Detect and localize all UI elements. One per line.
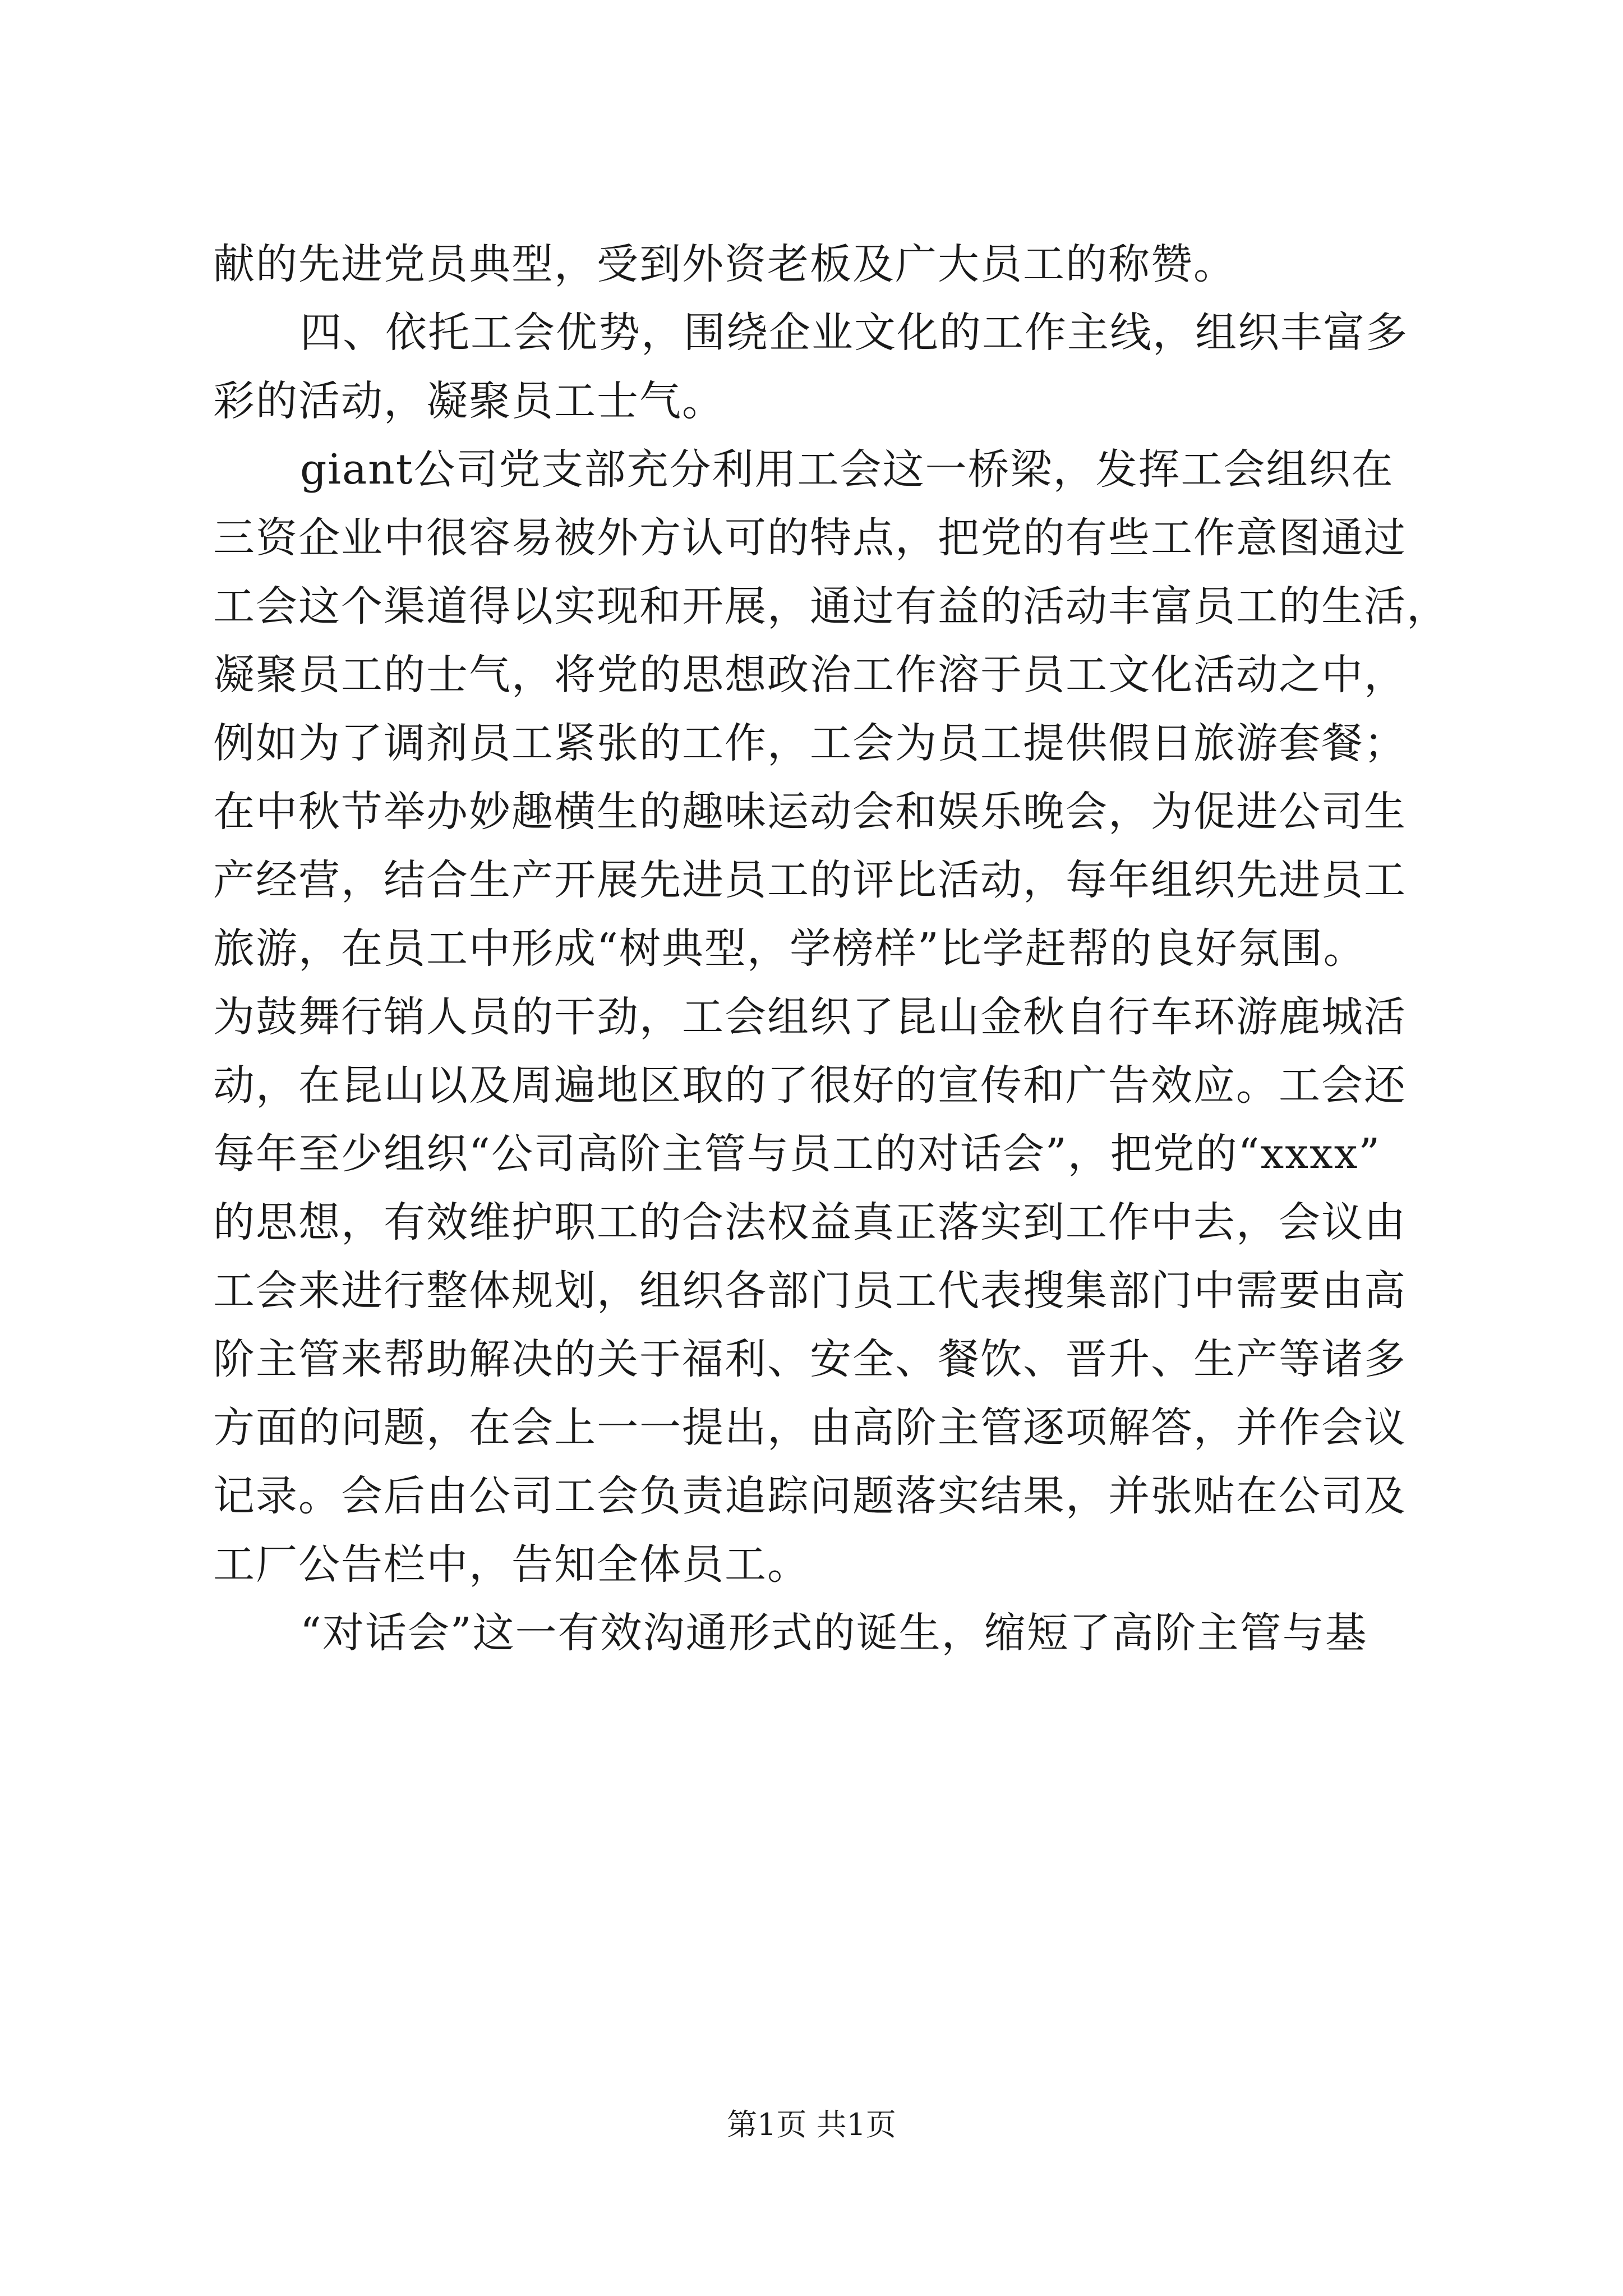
text-line: 的思想，有效维护职工的合法权益真正落实到工作中去，会议由 [213,1198,1407,1246]
text-line: 动，在昆山以及周遍地区取的了很好的宣传和广告效应。工会还 [213,1061,1407,1110]
page-number: 第1页 共1页 [727,2107,896,2142]
text-line: 例如为了调剂员工紧张的工作，工会为员工提供假日旅游套餐； [213,719,1407,767]
text-line: 工会来进行整体规划，组织各部门员工代表搜集部门中需要由高 [213,1267,1407,1315]
text-line: 记录。会后由公司工会负责追踪问题落实结果，并张贴在公司及 [213,1472,1407,1520]
text-line: 为鼓舞行销人员的干劲，工会组织了昆山金秋自行车环游鹿城活 [213,993,1407,1041]
page-footer [0,2101,1623,2144]
text-line: 方面的问题，在会上一一提出，由高阶主管逐项解答，并作会议 [213,1404,1407,1452]
section-heading-line: 彩的活动，凝聚员工士气。 [213,377,725,425]
text-line: 凝聚员工的士气，将党的思想政治工作溶于员工文化活动之中， [213,651,1407,699]
text-line: 在中秋节举办妙趣横生的趣味运动会和娱乐晚会，为促进公司生 [213,788,1407,836]
text-line: 三资企业中很容易被外方认可的特点，把党的有些工作意图通过 [213,514,1407,562]
text-line: 旅游，在员工中形成“树典型，学榜样”比学赶帮的良好氛围。 [213,924,1366,973]
text-line: 产经营，结合生产开展先进员工的评比活动，每年组织先进员工 [213,856,1407,904]
paragraph-start-line: “对话会”这一有效沟通形式的诞生，缩短了高阶主管与基 [300,1609,1368,1657]
section-heading-line: 四、依托工会优势，围绕企业文化的工作主线，组织丰富多 [300,309,1408,357]
text-line: 工厂公告栏中，告知全体员工。 [213,1540,810,1589]
text-line: 阶主管来帮助解决的关于福利、安全、餐饮、晋升、生产等诸多 [213,1335,1407,1383]
paragraph-start-line: giant公司党支部充分利用工会这一桥梁，发挥工会组织在 [300,445,1394,494]
document-body [213,230,1449,1667]
text-line: 每年至少组织“公司高阶主管与员工的对话会”，把党的“xxxx” [213,1130,1381,1178]
text-line: 献的先进党员典型，受到外资老板及广大员工的称赞。 [213,240,1236,288]
text-line: 工会这个渠道得以实现和开展，通过有益的活动丰富员工的生活， [213,582,1449,631]
